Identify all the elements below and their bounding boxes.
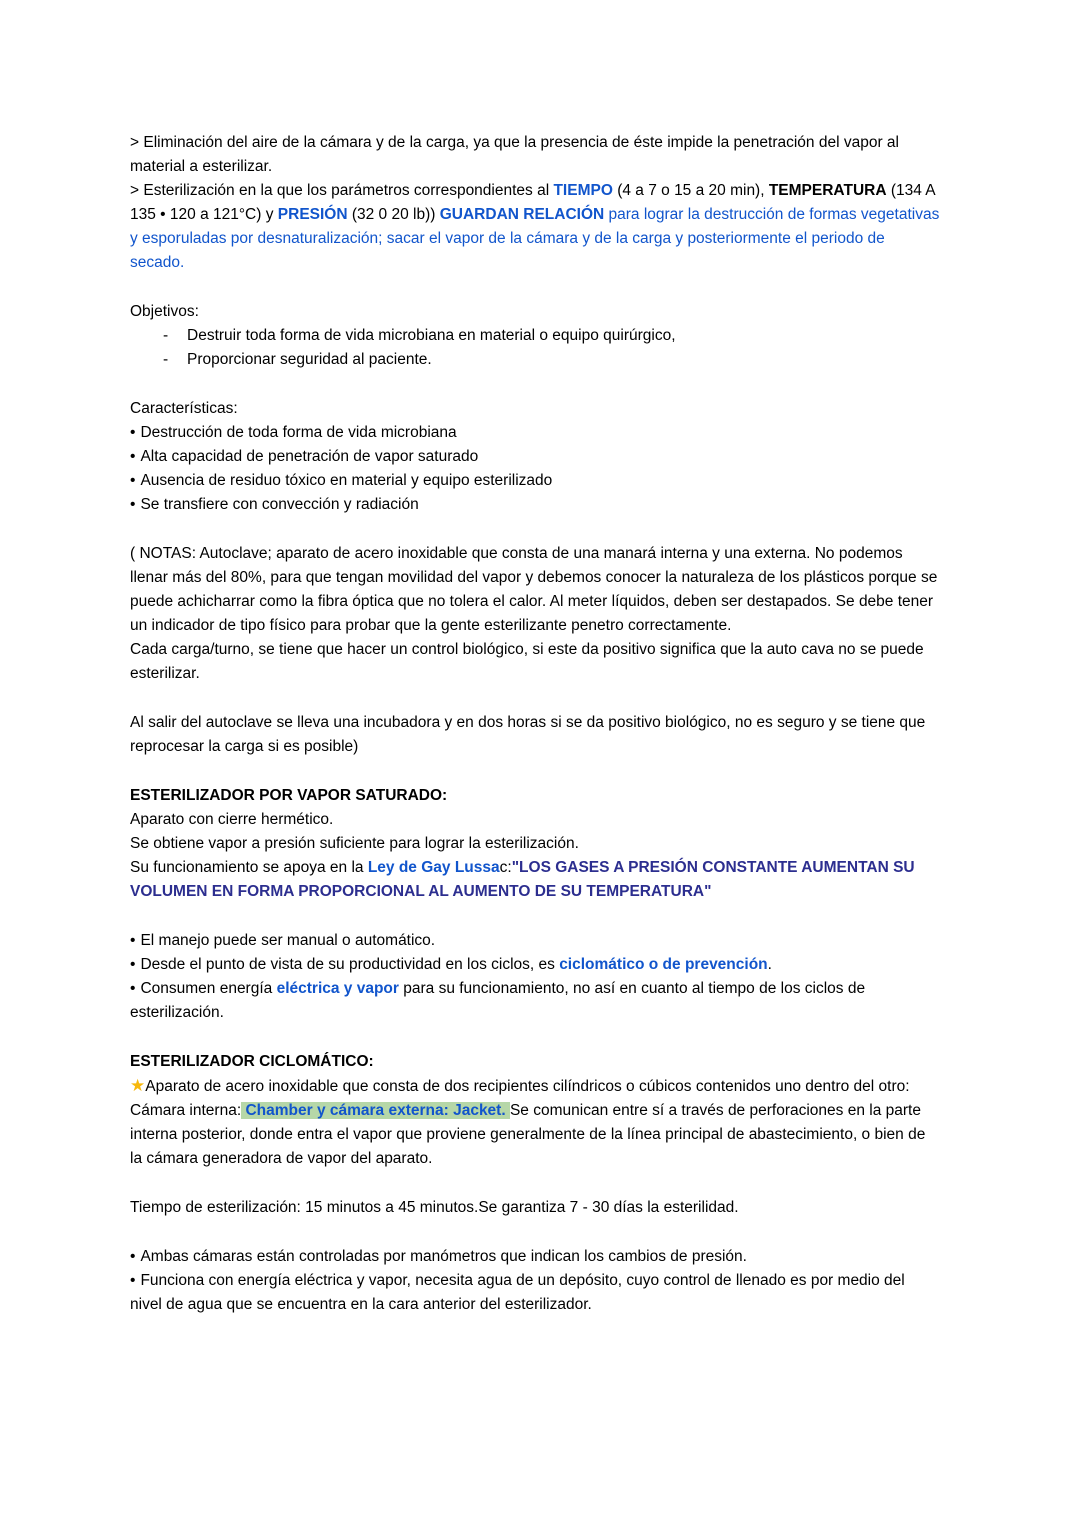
caracteristicas-list — [130, 421, 940, 517]
list-item — [130, 421, 940, 445]
list-item-text: El manejo puede ser manual o automático. — [140, 932, 436, 949]
list-item — [130, 1269, 940, 1317]
para-vapor-presion: Se obtiene vapor a presión suficiente para lograr la esterilización. — [130, 835, 579, 852]
list-item — [130, 469, 940, 493]
list-item-text: Destruir toda forma de vida microbiana en material o equipo quirúrgico, — [187, 327, 676, 344]
bullet-marker: • — [130, 932, 136, 949]
bullet-marker: • — [130, 496, 136, 513]
para-air-elimination: > Eliminación del aire de la cámara y de la carga, ya que la presencia de éste impide la penetración del vapor al material a esterilizar. — [130, 134, 899, 175]
list-item — [130, 929, 940, 953]
term-ciclomatico: ciclomático o de prevención — [559, 956, 768, 973]
text-run: Desde el punto de vista de su productividad en los ciclos, es — [140, 956, 560, 973]
para-incubadora: Al salir del autoclave se lleva una incubadora y en dos horas si se da positivo biológico, no es seguro y se tiene que reprocesar la carga si es posible) — [130, 714, 926, 755]
bullet-marker: • — [130, 1272, 136, 1289]
text-run: para su funcionamiento, no así en cuanto al tiempo de los ciclos de esterilización. — [130, 980, 866, 1021]
list-item-text: Ausencia de residuo tóxico en material y equipo esterilizado — [140, 472, 553, 489]
objetivos-section — [130, 300, 940, 372]
text-run: > Esterilización en la que los parámetros correspondientes al — [130, 182, 554, 199]
highlight-chamber-jacket: Chamber y cámara externa: Jacket. — [241, 1102, 510, 1119]
text-run: (4 a 7 o 15 a 20 min), — [612, 182, 769, 199]
para-control-biologico: Cada carga/turno, se tiene que hacer un control biológico, si este da positivo significa que la auto cava no se puede esterilizar. — [130, 641, 924, 682]
heading-objetivos: Objetivos: — [130, 303, 199, 320]
list-item-text: Se transfiere con convección y radiación — [140, 496, 419, 513]
list-item — [130, 977, 940, 1025]
vapor-bullets-section — [130, 929, 940, 1025]
para-cierre-hermetico: Aparato con cierre hermético. — [130, 811, 334, 828]
final-bullets-section — [130, 1245, 940, 1317]
term-electrica-vapor: eléctrica y vapor — [276, 980, 399, 997]
text-run: Su funcionamiento se apoya en la — [130, 859, 368, 876]
list-item — [130, 445, 940, 469]
list-item — [130, 1245, 940, 1269]
text-run: . — [767, 956, 772, 973]
list-item-text: Alta capacidad de penetración de vapor saturado — [140, 448, 479, 465]
term-temperatura: TEMPERATURA — [768, 182, 887, 199]
bullet-marker: • — [130, 956, 136, 973]
list-item-text: Ambas cámaras están controladas por manómetros que indican los cambios de presión. — [140, 1248, 747, 1265]
term-tiempo: TIEMPO — [553, 182, 613, 199]
heading-caracteristicas: Características: — [130, 400, 238, 417]
term-ley-gay-lussac: Ley de Gay Lussa — [367, 859, 500, 876]
bullet-marker: • — [130, 980, 136, 997]
heading-vapor-saturado: ESTERILIZADOR POR VAPOR SATURADO: — [130, 787, 448, 804]
bullet-marker: • — [130, 448, 136, 465]
objetivos-list — [130, 324, 940, 372]
bullet-marker: • — [130, 472, 136, 489]
star-icon: ★ — [130, 1076, 146, 1095]
list-item-text: Funciona con energía eléctrica y vapor, necesita agua de un depósito, cuyo control de llenado es por medio del nivel de agua que se encuentra en la cara anterior del esterilizador. — [130, 1272, 905, 1313]
list-item — [130, 324, 940, 348]
tiempo-section — [130, 1196, 940, 1220]
para-tiempo-esterilizacion: Tiempo de esterilización: 15 minutos a 45 minutos.Se garantiza 7 - 30 días la esterilidad. — [130, 1199, 739, 1216]
list-item — [130, 348, 940, 372]
text-run: (32 0 20 lb)) — [347, 206, 440, 223]
para-ciclomatico-desc — [130, 1074, 940, 1171]
text-run: c: — [499, 859, 512, 876]
list-item-text: Destrucción de toda forma de vida microbiana — [140, 424, 457, 441]
text-run: Se comunican entre sí a través de perforaciones en la parte interna posterior, donde entra el vapor que proviene generalmente de la línea principal de abastecimiento, o bien de la cámara generadora de vapor del aparato. — [130, 1102, 926, 1167]
notas-section-2 — [130, 711, 940, 759]
bullet-marker: • — [130, 424, 136, 441]
vapor-saturado-section — [130, 784, 940, 904]
bullet-marker: • — [130, 1248, 136, 1265]
list-item — [130, 953, 940, 977]
text-run: para lograr la destrucción de formas vegetativas y esporuladas por desnaturalización; sacar el vapor de la cámara y de la carga y posteriormente el periodo de secado. — [130, 206, 940, 271]
text-run: (134 A 135 • 120 a 121°C) y — [130, 182, 935, 223]
list-item-text: Proporcionar seguridad al paciente. — [187, 351, 432, 368]
para-notas: ( NOTAS: Autoclave; aparato de acero inoxidable que consta de una manará interna y una externa. No podemos llenar más del 80%, para que tengan movilidad del vapor y debemos conocer la naturaleza de los plásticos porque se puede achicharrar como la fibra óptica que no tolera el calor. Al meter líquidos, deben ser destapados. Se debe tener un indicador de tipo físico para probar que la gente esterilizante penetro correctamente. — [130, 545, 938, 634]
notas-section — [130, 542, 940, 686]
text-run: Aparato de acero inoxidable que consta de dos recipientes cilíndricos o cúbicos contenidos uno dentro del otro: Cámara interna: — [130, 1078, 910, 1119]
text-run: Consumen energía — [140, 980, 277, 997]
ciclomatico-section — [130, 1050, 940, 1171]
intro-section — [130, 131, 940, 275]
caracteristicas-section — [130, 397, 940, 517]
quote-gases-presion: "LOS GASES A PRESIÓN CONSTANTE AUMENTAN SU VOLUMEN EN FORMA PROPORCIONAL AL AUMENTO DE SU TEMPERATURA" — [130, 859, 915, 900]
term-presion: PRESIÓN — [277, 206, 348, 223]
dash-marker: - — [163, 351, 169, 368]
para-gay-lussac — [130, 856, 940, 904]
list-item — [130, 493, 940, 517]
dash-marker: - — [163, 327, 169, 344]
term-guardan-relacion: GUARDAN RELACIÓN — [439, 206, 605, 223]
heading-ciclomatico: ESTERILIZADOR CICLOMÁTICO: — [130, 1053, 374, 1070]
para-sterilization-params — [130, 179, 940, 275]
